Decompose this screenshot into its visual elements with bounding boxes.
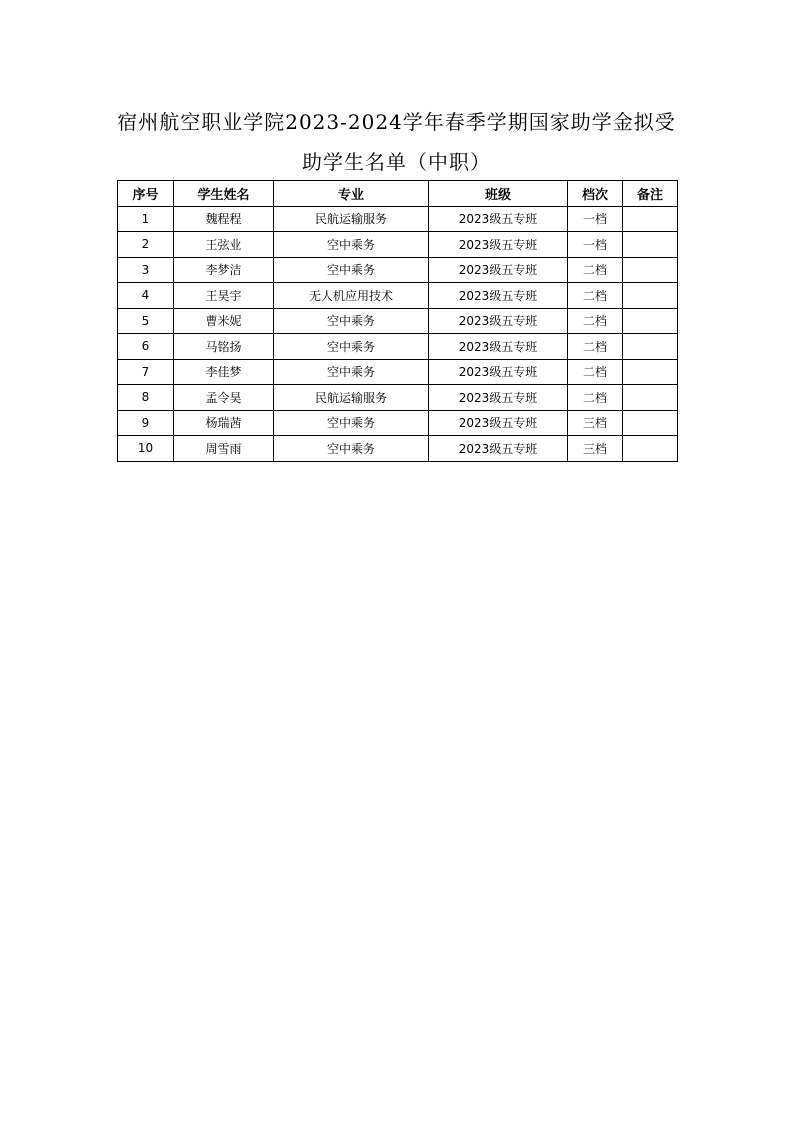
- cell-class: 2023级五专班: [429, 385, 568, 411]
- cell-student-name: 李梦洁: [174, 257, 274, 283]
- cell-major: 空中乘务: [274, 436, 429, 462]
- cell-note: [623, 385, 678, 411]
- cell-major: 民航运输服务: [274, 206, 429, 232]
- cell-serial-number: 1: [118, 206, 174, 232]
- cell-tier: 三档: [568, 410, 623, 436]
- cell-tier: 二档: [568, 359, 623, 385]
- cell-class: 2023级五专班: [429, 232, 568, 258]
- cell-class: 2023级五专班: [429, 308, 568, 334]
- cell-student-name: 李佳梦: [174, 359, 274, 385]
- header-tier: 档次: [568, 181, 623, 207]
- cell-major: 空中乘务: [274, 257, 429, 283]
- cell-note: [623, 283, 678, 309]
- cell-tier: 二档: [568, 385, 623, 411]
- cell-student-name: 曹米妮: [174, 308, 274, 334]
- cell-serial-number: 6: [118, 334, 174, 360]
- table-row: [118, 436, 678, 462]
- table-row: [118, 359, 678, 385]
- cell-student-name: 杨瑞茜: [174, 410, 274, 436]
- table-row: [118, 308, 678, 334]
- cell-tier: 二档: [568, 283, 623, 309]
- cell-note: [623, 410, 678, 436]
- document-title-line-1: 宿州航空职业学院2023-2024学年春季学期国家助学金拟受: [117, 110, 676, 134]
- cell-student-name: 王昊宇: [174, 283, 274, 309]
- cell-note: [623, 257, 678, 283]
- document-title-line-2: 助学生名单（中职）: [302, 150, 491, 174]
- cell-class: 2023级五专班: [429, 257, 568, 283]
- cell-student-name: 王弦业: [174, 232, 274, 258]
- cell-class: 2023级五专班: [429, 436, 568, 462]
- cell-note: [623, 232, 678, 258]
- cell-serial-number: 5: [118, 308, 174, 334]
- cell-note: [623, 206, 678, 232]
- cell-class: 2023级五专班: [429, 283, 568, 309]
- cell-class: 2023级五专班: [429, 206, 568, 232]
- header-student-name: 学生姓名: [174, 181, 274, 207]
- cell-major: 无人机应用技术: [274, 283, 429, 309]
- cell-tier: 三档: [568, 436, 623, 462]
- table-row: [118, 334, 678, 360]
- cell-serial-number: 4: [118, 283, 174, 309]
- cell-serial-number: 2: [118, 232, 174, 258]
- cell-major: 空中乘务: [274, 334, 429, 360]
- cell-major: 空中乘务: [274, 308, 429, 334]
- cell-tier: 二档: [568, 257, 623, 283]
- header-serial-number: 序号: [118, 181, 174, 207]
- header-class: 班级: [429, 181, 568, 207]
- cell-class: 2023级五专班: [429, 334, 568, 360]
- table-row: [118, 206, 678, 232]
- cell-class: 2023级五专班: [429, 410, 568, 436]
- cell-note: [623, 436, 678, 462]
- cell-tier: 一档: [568, 206, 623, 232]
- cell-tier: 二档: [568, 334, 623, 360]
- table-row: [118, 283, 678, 309]
- table-row: [118, 232, 678, 258]
- student-roster-table: [117, 180, 678, 462]
- cell-serial-number: 8: [118, 385, 174, 411]
- cell-serial-number: 9: [118, 410, 174, 436]
- cell-tier: 一档: [568, 232, 623, 258]
- table-row: [118, 385, 678, 411]
- cell-major: 空中乘务: [274, 232, 429, 258]
- cell-serial-number: 7: [118, 359, 174, 385]
- cell-student-name: 魏程程: [174, 206, 274, 232]
- cell-major: 民航运输服务: [274, 385, 429, 411]
- cell-note: [623, 308, 678, 334]
- cell-student-name: 周雪雨: [174, 436, 274, 462]
- header-note: 备注: [623, 181, 678, 207]
- table-row: [118, 257, 678, 283]
- cell-note: [623, 334, 678, 360]
- table-row: [118, 410, 678, 436]
- cell-serial-number: 10: [118, 436, 174, 462]
- cell-class: 2023级五专班: [429, 359, 568, 385]
- cell-student-name: 马铭扬: [174, 334, 274, 360]
- cell-major: 空中乘务: [274, 410, 429, 436]
- cell-note: [623, 359, 678, 385]
- cell-major: 空中乘务: [274, 359, 429, 385]
- cell-student-name: 孟令昊: [174, 385, 274, 411]
- cell-tier: 二档: [568, 308, 623, 334]
- header-major: 专业: [274, 181, 429, 207]
- cell-serial-number: 3: [118, 257, 174, 283]
- table-header-row: [118, 181, 678, 207]
